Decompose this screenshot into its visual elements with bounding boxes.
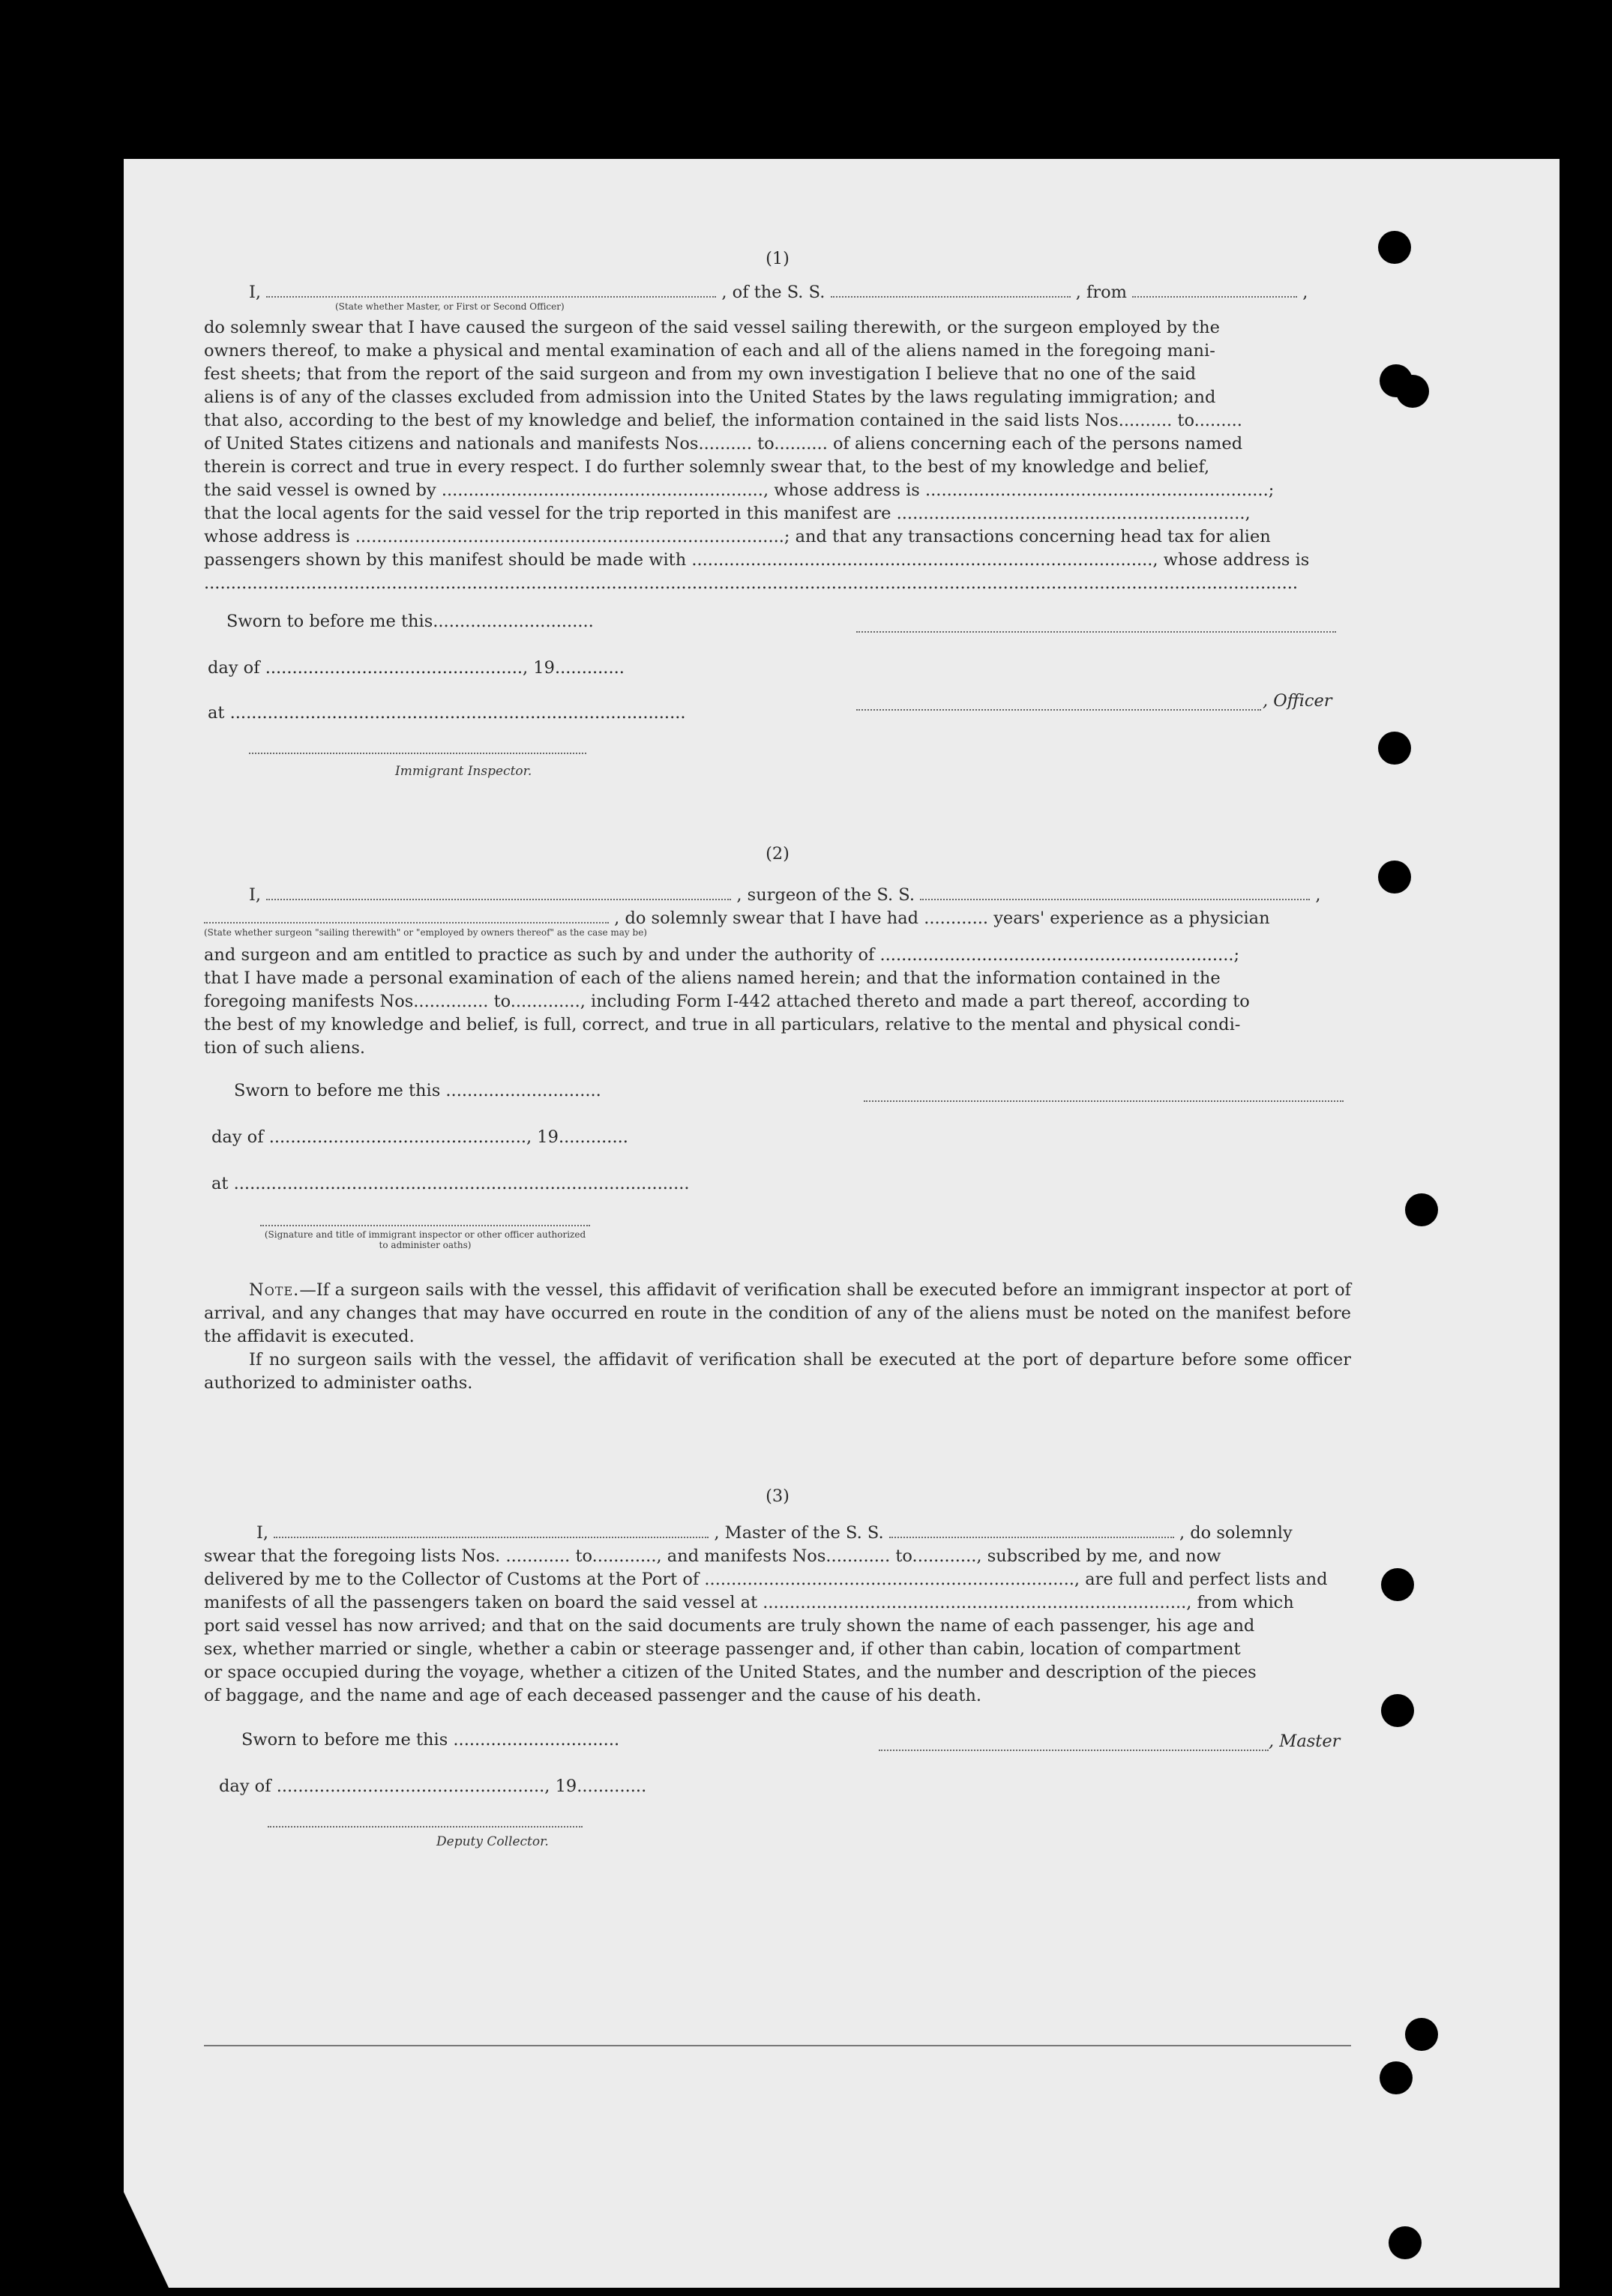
section-number: (1) xyxy=(766,249,790,268)
oath-line: ............................................................................................................................................................................................................ xyxy=(204,573,1299,593)
punch-hole xyxy=(1378,732,1411,765)
surgeon-line-1 xyxy=(204,884,1351,907)
oath-line: passengers shown by this manifest should be made with ......................................................................................, whose address is xyxy=(204,550,1310,570)
pronoun: I, xyxy=(249,885,262,905)
oath-line: that also, according to the best of my knowledge and belief, the information contained in the said lists Nos.......... to......... xyxy=(204,411,1242,430)
oath-line: of baggage, and the name and age of each deceased passenger and the cause of his death. xyxy=(204,1686,982,1705)
note-block xyxy=(204,1279,1351,1395)
oath-line: therein is correct and true in every respect. I do further solemnly swear that, to the best of my knowledge and belief, xyxy=(204,457,1210,477)
jurat-2 xyxy=(204,1079,1351,1274)
master-signature-line xyxy=(879,1729,1269,1751)
section-2 xyxy=(204,843,1351,1395)
solemnly-label: , do solemnly xyxy=(1179,1523,1293,1543)
form-content xyxy=(204,247,1351,1863)
oath-line: aliens is of any of the classes excluded from admission into the United States by the laws regulating immigration; and xyxy=(204,388,1216,407)
punch-hole xyxy=(1405,1193,1438,1226)
jurat-3 xyxy=(204,1729,1351,1863)
inspector-signature-line xyxy=(249,753,586,754)
punch-hole xyxy=(1378,231,1411,264)
blank-from xyxy=(1132,296,1297,298)
note-paragraph-1 xyxy=(204,1279,1351,1349)
punch-hole xyxy=(1378,861,1411,894)
oath-line: and surgeon and am entitled to practice as such by and under the authority of ..................................................................; xyxy=(204,945,1240,965)
oath-line: of United States citizens and nationals and manifests Nos.......... to.......... of aliens concerning each of the persons named xyxy=(204,434,1243,454)
note-text: —If a surgeon sails with the vessel, this affidavit of verification shall be executed before an immigrant inspector at port of arrival, and any changes that may have occurred en route in the condition of any of the aliens must be noted on the manifest before the affidavit is executed. xyxy=(204,1280,1351,1346)
pronoun: I, xyxy=(256,1523,269,1543)
oath-line: the said vessel is owned by ............................................................, whose address is ................................................................; xyxy=(204,480,1275,500)
blank-surgeon-name xyxy=(266,899,731,900)
comma: , xyxy=(1302,283,1308,302)
pronoun: I, xyxy=(249,283,262,302)
surgeon-body xyxy=(204,944,1351,1060)
sworn-line: Sworn to before me this ............................... xyxy=(241,1730,620,1750)
at-line: at ..................................................................................... xyxy=(211,1174,690,1193)
master-line-1 xyxy=(204,1522,1351,1545)
day-of-line: day of ................................................, 19............. xyxy=(211,1127,628,1147)
signature-line xyxy=(260,1225,590,1226)
oath-line: port said vessel has now arrived; and that on the said documents are truly shown the name of each passenger, his age and xyxy=(204,1616,1255,1636)
blank-vessel xyxy=(831,296,1071,298)
note-paragraph-2: If no surgeon sails with the vessel, the affidavit of verification shall be executed at the port of departure before some officer authorized to administer oaths. xyxy=(204,1350,1351,1393)
deputy-label: Deputy Collector. xyxy=(436,1834,549,1849)
surgeon-of-label: , surgeon of the S. S. xyxy=(736,885,915,905)
day-of-line: day of ................................................, 19............. xyxy=(208,658,625,678)
inspector-label: Immigrant Inspector. xyxy=(395,764,532,779)
right-dotted-line xyxy=(856,610,1336,633)
of-ss-label: , of the S. S. xyxy=(721,283,825,302)
collector-signature-line xyxy=(268,1826,583,1828)
master-body xyxy=(204,1545,1351,1708)
oath-line: tion of such aliens. xyxy=(204,1038,366,1058)
oath-line: manifests of all the passengers taken on board the said vessel at ..............................................................................., from which xyxy=(204,1593,1294,1612)
blank-vessel xyxy=(920,899,1310,900)
section-3 xyxy=(204,1485,1351,1863)
oath-line: sex, whether married or single, whether a cabin or steerage passenger and, if other than cabin, location of compartment xyxy=(204,1639,1241,1659)
officer-label: , Officer xyxy=(1263,691,1332,711)
oath-line: the best of my knowledge and belief, is full, correct, and true in all particulars, relative to the mental and physical condi- xyxy=(204,1015,1241,1034)
at-line: at ..................................................................................... xyxy=(208,703,686,723)
oath-line: foregoing manifests Nos.............. to............., including Form I-442 attached thereto and made a part thereof, according to xyxy=(204,992,1250,1011)
surgeon-experience-text: , do solemnly swear that I have had ............ years' experience as a physician xyxy=(614,909,1270,928)
punch-hole xyxy=(1380,2061,1413,2094)
rank-note: (State whether Master, or First or Second Officer) xyxy=(335,301,565,312)
punch-hole xyxy=(1405,2018,1438,2051)
oath-line: fest sheets; that from the report of the said surgeon and from my own investigation I believe that no one of the said xyxy=(204,364,1197,384)
oath-line: whose address is ................................................................................; and that any transactions concerning head tax for alien xyxy=(204,527,1271,546)
section-number: (2) xyxy=(766,844,790,864)
oath-line: owners thereof, to make a physical and mental examination of each and all of the aliens named in the foregoing mani- xyxy=(204,341,1215,361)
day-of-line: day of .................................................., 19............. xyxy=(219,1777,647,1796)
section-number: (3) xyxy=(766,1486,790,1506)
note-label: Note. xyxy=(249,1280,300,1300)
oath-line: or space occupied during the voyage, whether a citizen of the United States, and the number and description of the pieces xyxy=(204,1663,1257,1682)
right-dotted-line xyxy=(864,1079,1344,1102)
blank-surgeon-type xyxy=(204,922,609,923)
comma: , xyxy=(1315,885,1321,905)
oath-line: do solemnly swear that I have caused the surgeon of the said vessel sailing therewith, or the surgeon employed by the xyxy=(204,318,1220,337)
oath-line: that I have made a personal examination of each of the aliens named herein; and that the information contained in the xyxy=(204,968,1221,988)
from-label: , from xyxy=(1075,283,1127,302)
signature-note: (Signature and title of immigrant inspector or other officer authorized to administer oaths) xyxy=(264,1229,586,1250)
punch-hole xyxy=(1381,1694,1414,1727)
section-1 xyxy=(204,247,1351,813)
punch-hole xyxy=(1381,1568,1414,1601)
oath-line: swear that the foregoing lists Nos. ............ to............, and manifests Nos............ to............, subscribed by me, and now xyxy=(204,1546,1221,1566)
punch-hole xyxy=(1389,2226,1422,2259)
oath-line: that the local agents for the said vessel for the trip reported in this manifest are ................................................................., xyxy=(204,504,1251,523)
blank-master-name xyxy=(274,1537,709,1538)
blank-rank xyxy=(266,296,716,298)
oath-body xyxy=(204,316,1351,595)
officer-signature-line xyxy=(856,687,1261,711)
jurat-1 xyxy=(204,610,1351,813)
sworn-line: Sworn to before me this.............................. xyxy=(226,612,594,631)
oath-line: delivered by me to the Collector of Customs at the Port of ....................................................................., are full and perfect lists and xyxy=(204,1570,1328,1589)
punch-hole xyxy=(1396,375,1429,408)
blank-vessel xyxy=(889,1537,1174,1538)
surgeon-note: (State whether surgeon "sailing therewith" or "employed by owners thereof" as the case may be) xyxy=(204,927,647,938)
master-of-label: , Master of the S. S. xyxy=(714,1523,884,1543)
master-label: , Master xyxy=(1269,1732,1341,1751)
bottom-rule xyxy=(204,2045,1351,2046)
sworn-line: Sworn to before me this ............................. xyxy=(234,1081,601,1100)
